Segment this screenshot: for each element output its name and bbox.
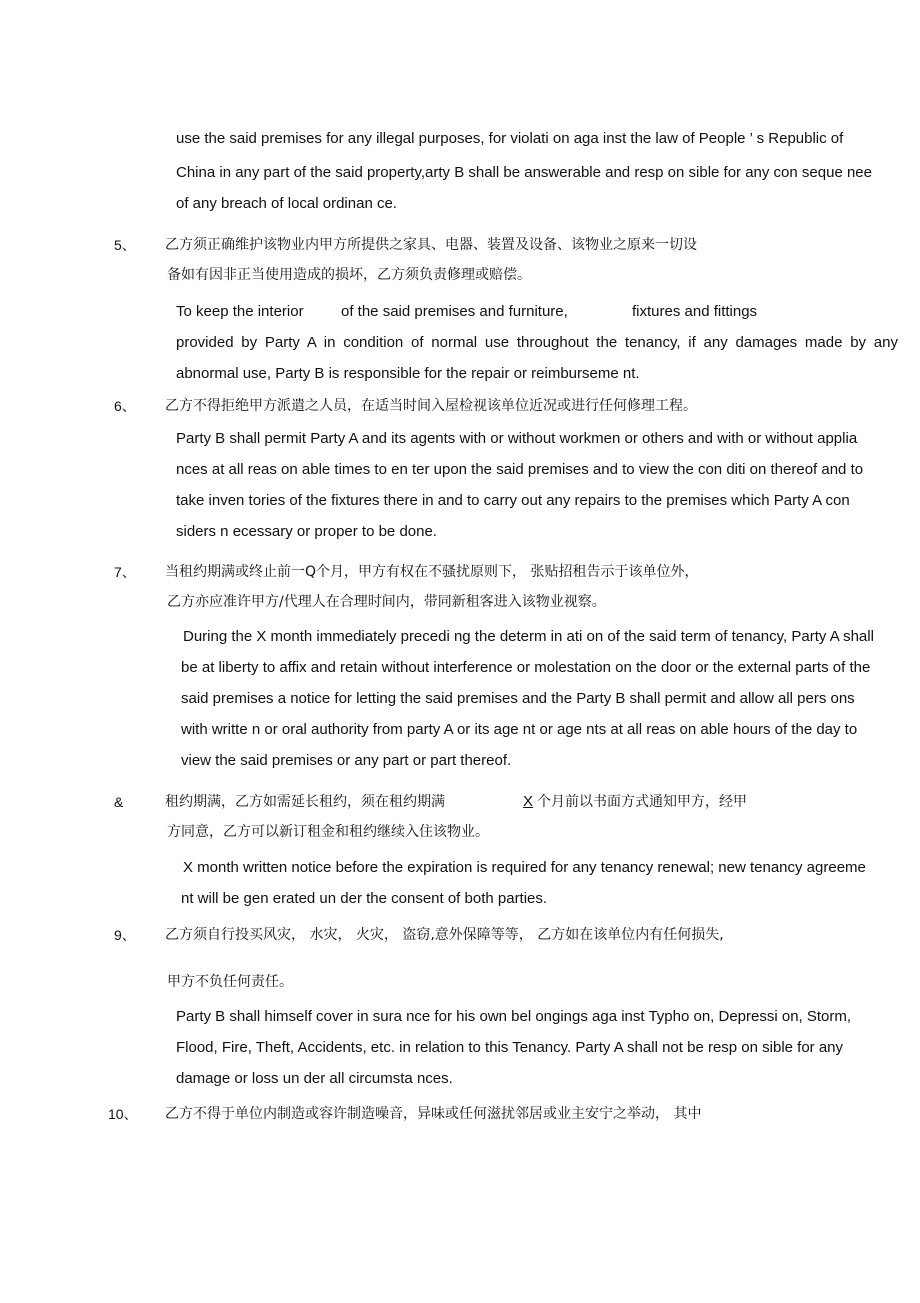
intro-line-1: use the said premises for any illegal purposes, for violati on aga inst the law of People ’ s Republic of: [176, 130, 844, 147]
clause-7-en-line-3: said premises a notice for letting the said premises and the Party B shall permit and allow all pers ons: [181, 690, 855, 707]
clause-10-number: 10、: [108, 1106, 138, 1122]
clause-6-number: 6、: [114, 398, 136, 414]
clause-5-en-line-2: provided by Party A in condition of normal use throughout the tenancy, if any damages made by any: [176, 334, 898, 351]
clause-7-en-line-5: view the said premises or any part or part thereof.: [181, 752, 512, 769]
clause-5-en-line-1a: To keep the interior: [176, 303, 304, 320]
clause-6-en-line-4: siders n ecessary or proper to be done.: [176, 523, 437, 540]
clause-6-en-line-2: nces at all reas on able times to en ter upon the said premises and to view the con diti on thereof and to: [176, 461, 864, 478]
clause-9-en-line-3: damage or loss un der all circumsta nces.: [176, 1070, 453, 1087]
clause-6-en-line-1: Party B shall permit Party A and its agents with or without workmen or others and with or without applia: [176, 430, 858, 447]
clause-9-cn-line-1: 乙方须自行投买风灾， 水灾， 火灾， 盗窃,意外保障等等， 乙方如在该单位内有任何损失,: [165, 927, 724, 943]
clause-9-cn-line-2: 甲方不负任何责任。: [167, 974, 293, 990]
intro-line-2: China in any part of the said property,arty B shall be answerable and resp on sible for any con seque nee: [176, 164, 872, 181]
clause-7-cn-line-1: 当租约期满或终止前一Q个月，甲方有权在不骚扰原则下， 张贴招租告示于该单位外，: [165, 564, 699, 580]
clause-6-cn-line-1: 乙方不得拒绝甲方派遣之人员，在适当时间入屋检视该单位近况或进行任何修理工程。: [165, 398, 697, 414]
clause-8-cn-line-2: 方同意，乙方可以新订租金和租约继续入住该物业。: [167, 824, 489, 840]
clause-5-number: 5、: [114, 237, 136, 253]
clause-7-en-line-1: During the X month immediately precedi ng the determ in ati on of the said term of tenancy, Party A shall: [183, 628, 874, 645]
clause-6-en-line-3: take inven tories of the fixtures there in and to carry out any repairs to the premises which Party A con: [176, 492, 850, 509]
clause-8-underlined-x: X: [523, 793, 534, 810]
clause-9-en-line-2: Flood, Fire, Theft, Accidents, etc. in relation to this Tenancy. Party A shall not be resp on sible for any: [176, 1039, 844, 1056]
clause-8-cn-line-1b: 个月前以书面方式通知甲方，经甲: [537, 794, 747, 810]
clause-9-number: 9、: [114, 927, 136, 943]
clause-5-en-line-1c: fixtures and fittings: [632, 303, 758, 320]
clause-5-en-line-3: abnormal use, Party B is responsible for the repair or reimburseme nt.: [176, 365, 640, 382]
clause-10-cn-line-1: 乙方不得于单位内制造或容许制造噪音，异味或任何滋扰邻居或业主安宁之举动， 其中: [165, 1106, 702, 1122]
clause-8-cn-line-1a: 租约期满，乙方如需延长租约，须在租约期满: [165, 794, 445, 810]
clause-5-cn-line-1: 乙方须正确维护该物业内甲方所提供之家具、电器、装置及设备、该物业之原来一切设: [165, 237, 697, 253]
clause-8-en-line-2: nt will be gen erated un der the consent of both parties.: [181, 890, 548, 907]
clause-5-en-line-1b: of the said premises and furniture,: [341, 303, 568, 320]
clause-9-en-line-1: Party B shall himself cover in sura nce for his own bel ongings aga inst Typho on, Depressi on, Storm,: [176, 1008, 852, 1025]
clause-7-en-line-4: with writte n or oral authority from party A or its age nt or age nts at all reas on able hours of the day to: [181, 721, 858, 738]
clause-5-cn-line-2: 备如有因非正当使用造成的损坏，乙方须负责修理或赔偿。: [167, 267, 531, 283]
clause-7-en-line-2: be at liberty to affix and retain without interference or molestation on the door or the external parts of the: [181, 659, 871, 676]
clause-7-number: 7、: [114, 564, 136, 580]
clause-8-en-line-1: X month written notice before the expiration is required for any tenancy renewal; new tenancy agreeme: [183, 859, 866, 876]
intro-line-3: of any breach of local ordinan ce.: [176, 195, 397, 212]
clause-7-cn-line-2: 乙方亦应准许甲方/代理人在合理时间内，带同新租客进入该物业视察。: [167, 594, 606, 610]
clause-8-number: &: [114, 794, 124, 810]
